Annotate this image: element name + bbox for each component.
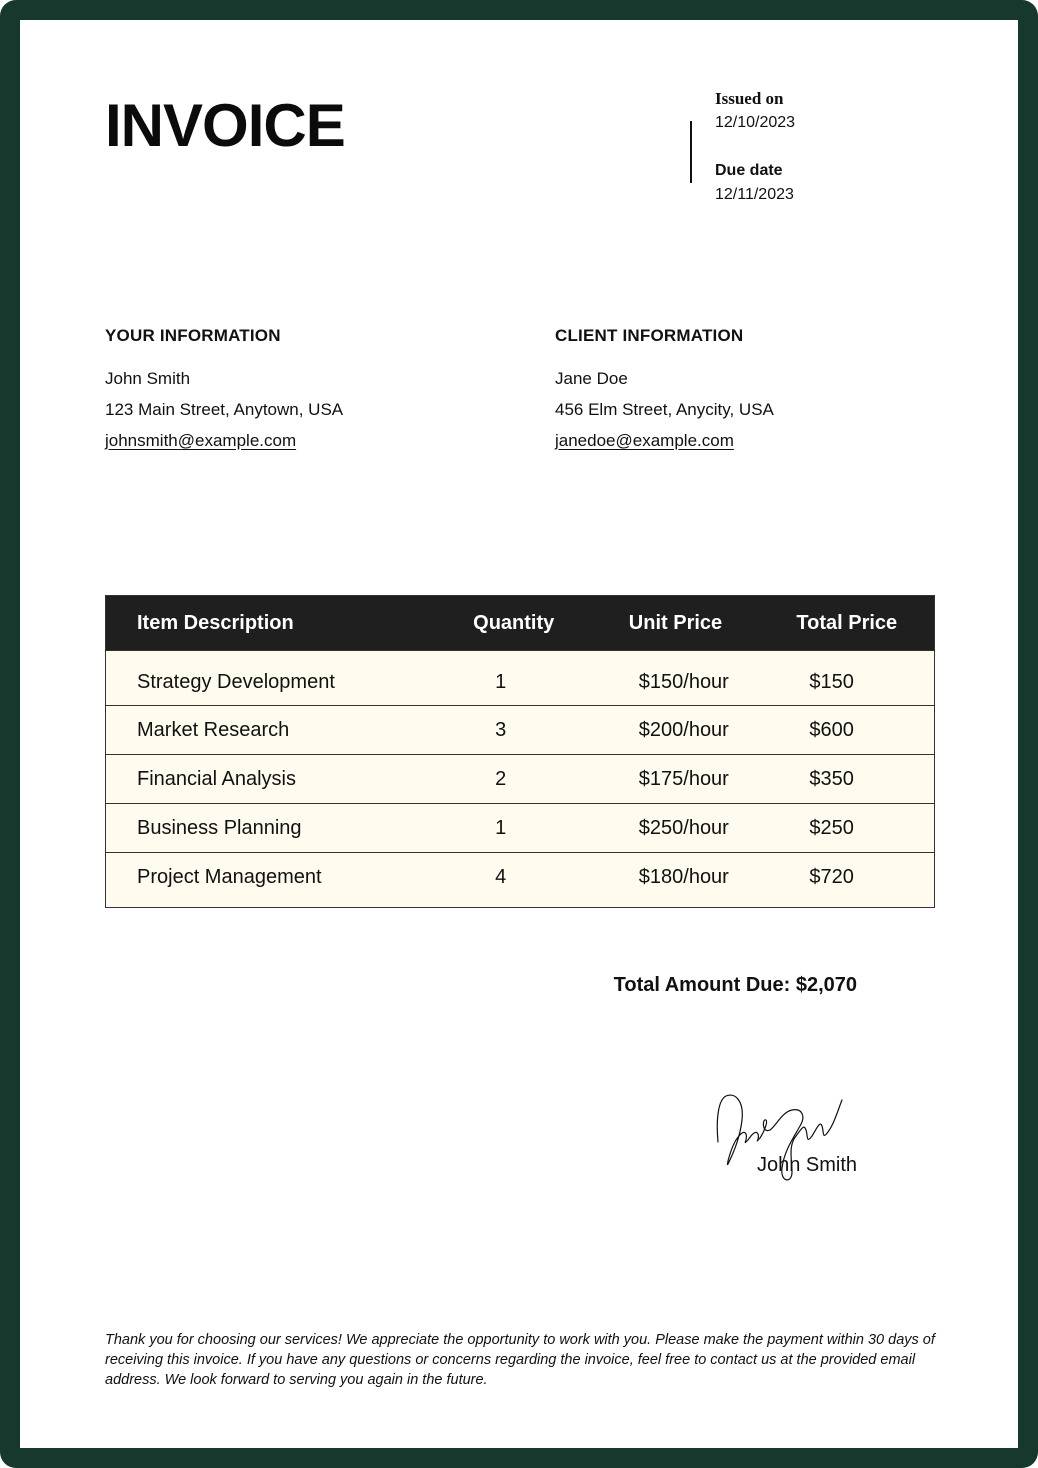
header-item-description: Item Description (137, 611, 294, 634)
item-quantity: 4 (495, 865, 507, 888)
signer-name: John Smith (757, 1154, 858, 1176)
your-email-link[interactable]: johnsmith@example.com (105, 431, 297, 450)
item-unit-price: $200/hour (638, 718, 729, 741)
client-address: 456 Elm Street, Anycity, USA (555, 400, 774, 419)
total-amount-due: Total Amount Due: $2,070 (613, 974, 857, 996)
footer-note: Thank you for choosing our services! We appreciate the opportunity to work with you. Please make the payment within 30 days of receiving this invoice. If you have any questions or concerns regarding the invoice, feel free to contact us at the provided email address. We look forward to serving you again in the future. (105, 1332, 935, 1388)
table-row (106, 650, 934, 705)
item-quantity: 1 (495, 670, 507, 693)
client-information-heading: CLIENT INFORMATION (555, 326, 744, 345)
table-row (106, 754, 934, 803)
your-information-heading: YOUR INFORMATION (105, 326, 281, 345)
header-total-price: Total Price (796, 611, 898, 634)
due-date-label: Due date (715, 162, 783, 179)
item-unit-price: $175/hour (638, 767, 729, 790)
item-quantity: 1 (495, 816, 507, 839)
date-divider (690, 121, 692, 183)
item-total-price: $350 (809, 767, 854, 790)
client-name: Jane Doe (555, 369, 628, 388)
table-header-row (106, 596, 934, 650)
your-name: John Smith (105, 369, 191, 388)
client-information (555, 325, 935, 456)
item-total-price: $250 (809, 816, 854, 839)
invoice-dates (715, 88, 795, 208)
item-description: Project Management (137, 865, 322, 888)
issued-on-label: Issued on (715, 89, 784, 108)
item-description: Strategy Development (137, 670, 335, 693)
item-quantity: 3 (495, 718, 507, 741)
items-table (105, 595, 935, 908)
item-quantity: 2 (495, 767, 507, 790)
table-row (106, 705, 934, 754)
item-unit-price: $180/hour (638, 865, 729, 888)
item-total-price: $600 (809, 718, 854, 741)
table-row (106, 803, 934, 852)
item-total-price: $720 (809, 865, 854, 888)
item-unit-price: $250/hour (638, 816, 729, 839)
header-unit-price: Unit Price (628, 611, 723, 634)
item-description: Financial Analysis (137, 767, 296, 790)
item-description: Market Research (137, 718, 290, 741)
your-address: 123 Main Street, Anytown, USA (105, 400, 344, 419)
table-row (106, 852, 934, 907)
item-description: Business Planning (137, 816, 302, 839)
client-email-link[interactable]: janedoe@example.com (555, 431, 734, 450)
invoice-title: INVOICE (105, 92, 345, 159)
item-total-price: $150 (809, 670, 854, 693)
due-date-value: 12/11/2023 (715, 186, 794, 203)
header-quantity: Quantity (473, 611, 555, 634)
issued-on-date: 12/10/2023 (715, 114, 796, 131)
item-unit-price: $150/hour (638, 670, 729, 693)
your-information (105, 325, 485, 456)
